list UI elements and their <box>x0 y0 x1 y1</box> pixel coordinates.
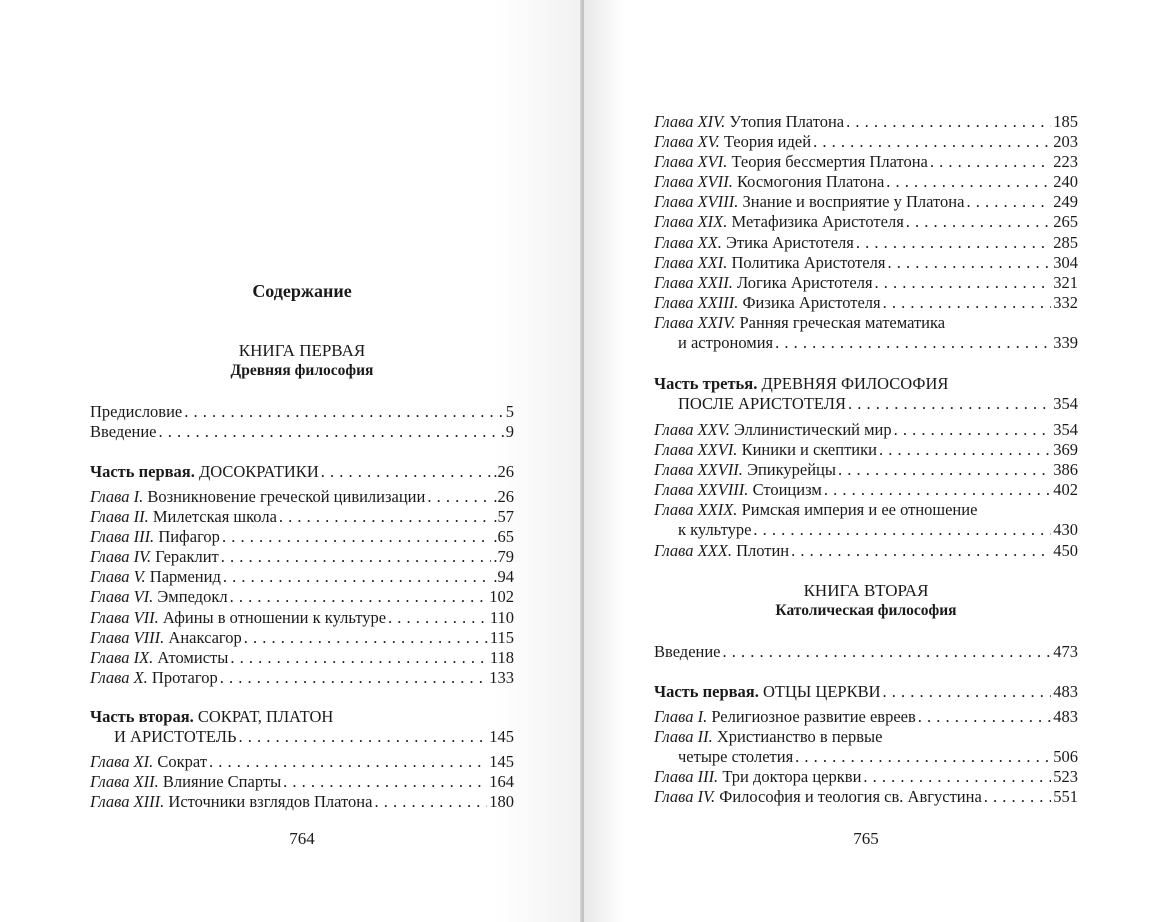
page-ref: 369 <box>1053 440 1078 460</box>
toc-entry[interactable] <box>654 132 1078 152</box>
chapter-number: Глава XXX. <box>654 540 732 560</box>
book2-part-one-chapters <box>654 707 1078 807</box>
chapter-number: Глава XX. <box>654 232 722 252</box>
part-three-chapters <box>654 420 1078 561</box>
page-number: 764 <box>289 829 315 848</box>
toc-entry[interactable] <box>654 420 1078 440</box>
chapter-title: Космогония Платона <box>736 172 885 192</box>
toc-entry[interactable] <box>654 253 1078 273</box>
toc-heading: Содержание <box>252 281 352 301</box>
chapter-number: Глава XVI. <box>654 152 728 172</box>
page-ref: 354 <box>1053 420 1078 439</box>
toc-entry[interactable] <box>654 293 1078 313</box>
page-ref: 265 <box>1053 212 1078 232</box>
part-heading[interactable] <box>90 707 514 727</box>
page-ref: 249 <box>1053 192 1078 212</box>
page-ref: 5 <box>505 402 514 421</box>
chapter-number: Глава XVIII. <box>654 192 739 212</box>
toc-entry[interactable] <box>90 567 514 587</box>
chapter-number: Глава I. <box>654 707 708 726</box>
toc-entry[interactable] <box>90 587 514 607</box>
chapter-title: Гераклит <box>155 547 219 567</box>
book2-intro <box>654 642 1078 662</box>
part-heading-cont[interactable] <box>90 727 514 747</box>
chapter-number: Глава II. <box>90 507 149 527</box>
toc-entry[interactable] <box>90 772 514 792</box>
toc-entry[interactable] <box>654 767 1078 787</box>
page-ref: 523 <box>1053 767 1078 787</box>
chapter-number: Глава IX. <box>90 647 154 667</box>
chapter-number: Глава VIII. <box>90 627 165 647</box>
chapter-title: Парменид <box>149 567 221 587</box>
toc-entry[interactable] <box>654 212 1078 232</box>
toc-entry[interactable] <box>654 152 1078 172</box>
chapter-title-line2: к культуре <box>678 520 752 540</box>
page-ref: 506 <box>1053 747 1078 767</box>
chapter-title: Религиозное развитие евреев <box>711 707 916 726</box>
toc-entry[interactable] <box>654 112 1078 132</box>
page-ref: 9 <box>505 422 514 442</box>
chapter-title: Физика Аристотеля <box>742 292 881 312</box>
toc-entry[interactable] <box>654 787 1078 807</box>
toc-entry-cont[interactable] <box>654 333 1078 353</box>
toc-entry[interactable] <box>90 422 514 442</box>
page-ref: 450 <box>1053 540 1078 560</box>
part-label: Часть первая. <box>654 682 759 701</box>
page-ref: .57 <box>493 507 514 527</box>
page-ref: 332 <box>1053 292 1078 312</box>
part-title-line1: ДРЕВНЯЯ ФИЛОСОФИЯ <box>761 374 949 393</box>
chapter-number: Глава XXIV. <box>654 312 736 332</box>
entry-title: Введение <box>90 422 157 442</box>
toc-entry[interactable] <box>654 273 1078 293</box>
right-page <box>584 0 1168 922</box>
toc-entry[interactable] <box>654 313 1078 333</box>
part-heading[interactable] <box>654 374 1078 394</box>
page-ref: 145 <box>489 752 514 771</box>
toc-entry[interactable] <box>90 527 514 547</box>
toc-entry[interactable] <box>90 628 514 648</box>
part-title: ДОСОКРАТИКИ <box>198 462 319 481</box>
chapter-number: Глава XXIX. <box>654 500 738 520</box>
toc-entry[interactable] <box>90 792 514 812</box>
part-title-line1: СОКРАТ, ПЛАТОН <box>197 707 334 726</box>
front-matter <box>90 402 514 442</box>
toc-entry[interactable] <box>90 648 514 668</box>
part-heading[interactable] <box>90 462 514 482</box>
page-ref: 354 <box>1053 394 1078 414</box>
chapter-number: Глава IV. <box>90 547 152 567</box>
toc-entry[interactable] <box>90 402 514 422</box>
page-ref: 240 <box>1053 172 1078 192</box>
part-label: Часть вторая. <box>90 707 194 726</box>
page-ref: .26 <box>493 487 514 506</box>
chapter-number: Глава XIII. <box>90 792 165 812</box>
page-ref: .79 <box>493 547 514 567</box>
page-number: 765 <box>853 829 879 848</box>
chapter-title: Эмпедокл <box>157 587 228 607</box>
toc-entry[interactable] <box>90 608 514 628</box>
page-ref: .65 <box>493 527 514 547</box>
book2-title: КНИГА ВТОРАЯ <box>803 581 929 600</box>
chapter-number: Глава V. <box>90 567 146 587</box>
chapter-number: Глава XXI. <box>654 252 728 272</box>
chapter-number: Глава II. <box>654 727 713 747</box>
chapter-title: Протагор <box>151 667 218 687</box>
chapter-number: Глава XXII. <box>654 272 733 292</box>
page-ref: 145 <box>489 727 514 747</box>
toc-entry[interactable] <box>654 233 1078 253</box>
chapter-title: Киники и скептики <box>741 440 877 460</box>
part-one <box>90 462 514 482</box>
chapter-title: Источники взглядов Платона <box>168 792 373 812</box>
chapter-number: Глава XVII. <box>654 172 733 192</box>
chapter-title: Влияние Спарты <box>162 772 282 792</box>
toc-entry[interactable] <box>654 460 1078 480</box>
entry-title: Предисловие <box>90 402 183 421</box>
chapter-title: Теория идей <box>723 132 812 152</box>
chapter-title: Милетская школа <box>152 507 277 527</box>
page-ref: 551 <box>1053 787 1078 807</box>
part-heading-cont[interactable] <box>654 394 1078 414</box>
toc-entry[interactable] <box>90 668 514 688</box>
chapter-title: Утопия Платона <box>729 112 845 131</box>
book-title: КНИГА ПЕРВАЯ <box>238 341 366 360</box>
chapter-title: Знание и восприятие у Платона <box>742 192 965 212</box>
page-ref: 339 <box>1053 333 1078 353</box>
page-ref: 115 <box>489 627 514 647</box>
part-label: Часть первая. <box>90 462 195 481</box>
page-ref: 203 <box>1053 132 1078 152</box>
toc-entry[interactable] <box>90 487 514 507</box>
toc-entry[interactable] <box>90 507 514 527</box>
chapter-title: Политика Аристотеля <box>731 252 886 272</box>
chapter-title-line2: четыре столетия <box>678 747 794 767</box>
page-ref: 180 <box>489 792 514 812</box>
toc-entry[interactable] <box>654 642 1078 662</box>
page-ref: 304 <box>1053 252 1078 272</box>
chapter-title: Пифагор <box>158 527 220 547</box>
toc-entry-cont[interactable] <box>654 520 1078 540</box>
toc-entry[interactable] <box>654 500 1078 520</box>
chapter-title: Атомисты <box>157 647 229 667</box>
chapter-title: Эллинистический мир <box>733 420 892 439</box>
part-title-line2: И АРИСТОТЕЛЬ <box>114 727 237 747</box>
chapter-title-line1: Римская империя и ее отношение <box>741 500 978 520</box>
toc-entry[interactable] <box>654 727 1078 747</box>
chapter-number: Глава XXVII. <box>654 460 743 480</box>
toc-entry-cont[interactable] <box>654 747 1078 767</box>
chapter-title: Эпикурейцы <box>747 460 836 480</box>
chapter-number: Глава VI. <box>90 587 154 607</box>
page-ref: 386 <box>1053 460 1078 480</box>
page-ref: 321 <box>1053 272 1078 292</box>
chapter-number: Глава VII. <box>90 607 159 627</box>
part-two-chapters-cont <box>654 112 1078 353</box>
page-ref: 483 <box>1053 707 1078 726</box>
page-ref: .94 <box>493 567 514 587</box>
book2-part-one <box>654 682 1078 702</box>
chapter-title: Теория бессмертия Платона <box>731 152 928 172</box>
chapter-number: Глава XII. <box>90 772 159 792</box>
chapter-title: Три доктора церкви <box>722 767 862 787</box>
part-three <box>654 374 1078 414</box>
page-ref: 185 <box>1053 112 1078 131</box>
toc-entry[interactable] <box>90 752 514 772</box>
toc-entry[interactable] <box>90 547 514 567</box>
part-label: Часть третья. <box>654 374 758 393</box>
chapter-number: Глава XXVI. <box>654 440 738 460</box>
chapter-number: Глава I. <box>90 487 144 506</box>
book-subtitle: Древняя философия <box>230 362 374 379</box>
page-ref: 164 <box>489 772 514 792</box>
part-heading[interactable] <box>654 682 1078 702</box>
chapter-title: Анаксагор <box>168 627 242 647</box>
chapter-number: Глава III. <box>90 527 155 547</box>
chapter-number: Глава XXV. <box>654 420 730 439</box>
chapter-title: Философия и теология св. Августина <box>719 787 982 807</box>
chapter-title: Возникновение греческой цивилизации <box>147 487 426 506</box>
chapter-title: Афины в отношении к культуре <box>162 607 387 627</box>
page-ref: 110 <box>489 607 514 627</box>
chapter-title-line2: и астрономия <box>678 333 774 353</box>
page-ref: .26 <box>493 462 514 481</box>
chapter-title: Метафизика Аристотеля <box>731 212 904 232</box>
page-ref: 473 <box>1053 642 1078 661</box>
chapter-title: Плотин <box>736 540 790 560</box>
book2-subtitle: Католическая философия <box>775 602 957 619</box>
chapter-number: Глава III. <box>654 767 719 787</box>
chapter-title: Логика Аристотеля <box>736 272 873 292</box>
chapter-title-line1: Ранняя греческая математика <box>739 312 946 332</box>
page-ref: 133 <box>489 667 514 687</box>
entry-title: Введение <box>654 642 721 661</box>
page-ref: 285 <box>1053 232 1078 252</box>
toc-entry[interactable] <box>654 440 1078 460</box>
chapter-number: Глава XIV. <box>654 112 726 131</box>
part-two <box>90 707 514 747</box>
part-title-line2: ПОСЛЕ АРИСТОТЕЛЯ <box>678 394 846 414</box>
page-ref: 102 <box>489 587 514 607</box>
toc-entry[interactable] <box>654 541 1078 561</box>
chapter-title: Стоицизм <box>752 480 822 500</box>
chapter-title-line1: Христианство в первые <box>716 727 883 747</box>
chapter-number: Глава XXVIII. <box>654 480 749 500</box>
toc-entry[interactable] <box>654 707 1078 727</box>
left-page <box>0 0 582 922</box>
page-ref: 430 <box>1053 520 1078 540</box>
page-ref: 223 <box>1053 152 1078 172</box>
chapter-number: Глава IV. <box>654 787 716 807</box>
chapter-title: Этика Аристотеля <box>726 232 854 252</box>
page-ref: 402 <box>1053 480 1078 500</box>
part-title: ОТЦЫ ЦЕРКВИ <box>762 682 881 701</box>
chapter-number: Глава XI. <box>90 752 154 771</box>
chapter-title: Сократ <box>157 752 208 771</box>
toc-entry[interactable] <box>654 480 1078 500</box>
chapter-number: Глава XV. <box>654 132 720 152</box>
page-ref: 118 <box>489 647 514 667</box>
toc-entry[interactable] <box>654 192 1078 212</box>
toc-entry[interactable] <box>654 172 1078 192</box>
chapter-number: Глава XIX. <box>654 212 728 232</box>
chapter-number: Глава X. <box>90 667 148 687</box>
page-ref: 483 <box>1053 682 1078 701</box>
chapter-number: Глава XXIII. <box>654 292 739 312</box>
part-two-chapters <box>90 752 514 812</box>
part-one-chapters <box>90 487 514 688</box>
